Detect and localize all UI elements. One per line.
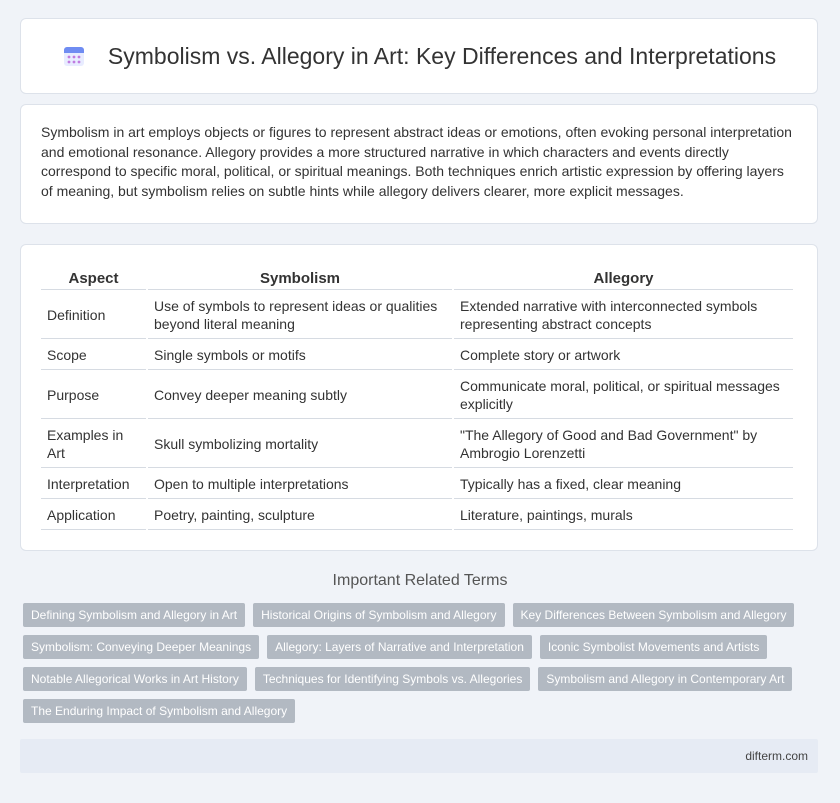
related-term-tag[interactable]: Symbolism and Allegory in Contemporary Art (538, 667, 792, 691)
related-term-tag[interactable]: Notable Allegorical Works in Art History (23, 667, 247, 691)
related-term-tag[interactable]: The Enduring Impact of Symbolism and Allegory (23, 699, 295, 723)
table-row (41, 372, 793, 419)
cell-aspect: Application (41, 501, 146, 530)
cell-symbolism: Open to multiple interpretations (148, 470, 452, 499)
footer-site-link[interactable]: difterm.com (745, 749, 808, 763)
related-term-tag[interactable]: Iconic Symbolist Movements and Artists (540, 635, 767, 659)
table-row (41, 470, 793, 499)
cell-allegory: Literature, paintings, murals (454, 501, 793, 530)
footer-bar (20, 739, 818, 773)
related-term-tag[interactable]: Allegory: Layers of Narrative and Interpretation (267, 635, 532, 659)
cell-aspect: Definition (41, 292, 146, 339)
comparison-table (39, 264, 795, 532)
header-allegory: Allegory (454, 266, 793, 290)
intro-text: Symbolism in art employs objects or figures to represent abstract ideas or emotions, often evoking personal interpretation and emotional resonance. Allegory provides a more structured narrative in which characters and events directly correspond to specific moral, political, or spiritual meanings. Both techniques enrich artistic expression by offering layers of meaning, but symbolism relies on subtle hints while allegory delivers clearer, more explicit messages. (41, 124, 792, 199)
cell-symbolism: Convey deeper meaning subtly (148, 372, 452, 419)
cell-aspect: Scope (41, 341, 146, 370)
related-term-tag[interactable]: Key Differences Between Symbolism and Allegory (513, 603, 795, 627)
cell-aspect: Examples in Art (41, 421, 146, 468)
related-term-tag[interactable]: Historical Origins of Symbolism and Allegory (253, 603, 504, 627)
cell-allegory: Complete story or artwork (454, 341, 793, 370)
related-term-tag[interactable]: Symbolism: Conveying Deeper Meanings (23, 635, 259, 659)
table-row (41, 421, 793, 468)
table-header-row (41, 266, 793, 290)
cell-allegory: Extended narrative with interconnected symbols representing abstract concepts (454, 292, 793, 339)
cell-aspect: Interpretation (41, 470, 146, 499)
table-row (41, 292, 793, 339)
page-title: Symbolism vs. Allegory in Art: Key Differences and Interpretations (107, 42, 777, 69)
cell-symbolism: Skull symbolizing mortality (148, 421, 452, 468)
cell-allegory: "The Allegory of Good and Bad Government" by Ambrogio Lorenzetti (454, 421, 793, 468)
cell-symbolism: Use of symbols to represent ideas or qualities beyond literal meaning (148, 292, 452, 339)
header-aspect: Aspect (41, 266, 146, 290)
header-card (20, 18, 818, 94)
cell-allegory: Communicate moral, political, or spiritual messages explicitly (454, 372, 793, 419)
table-row (41, 341, 793, 370)
table-row (41, 501, 793, 530)
cell-allegory: Typically has a fixed, clear meaning (454, 470, 793, 499)
related-terms-list (23, 603, 823, 723)
related-term-tag[interactable]: Defining Symbolism and Allegory in Art (23, 603, 245, 627)
header-symbolism: Symbolism (148, 266, 452, 290)
related-term-tag[interactable]: Techniques for Identifying Symbols vs. Allegories (255, 667, 530, 691)
related-terms-title: Important Related Terms (332, 572, 508, 589)
cell-aspect: Purpose (41, 372, 146, 419)
intro-card (20, 104, 818, 224)
cell-symbolism: Single symbols or motifs (148, 341, 452, 370)
comparison-card (20, 244, 818, 551)
calendar-icon (62, 44, 86, 68)
cell-symbolism: Poetry, painting, sculpture (148, 501, 452, 530)
